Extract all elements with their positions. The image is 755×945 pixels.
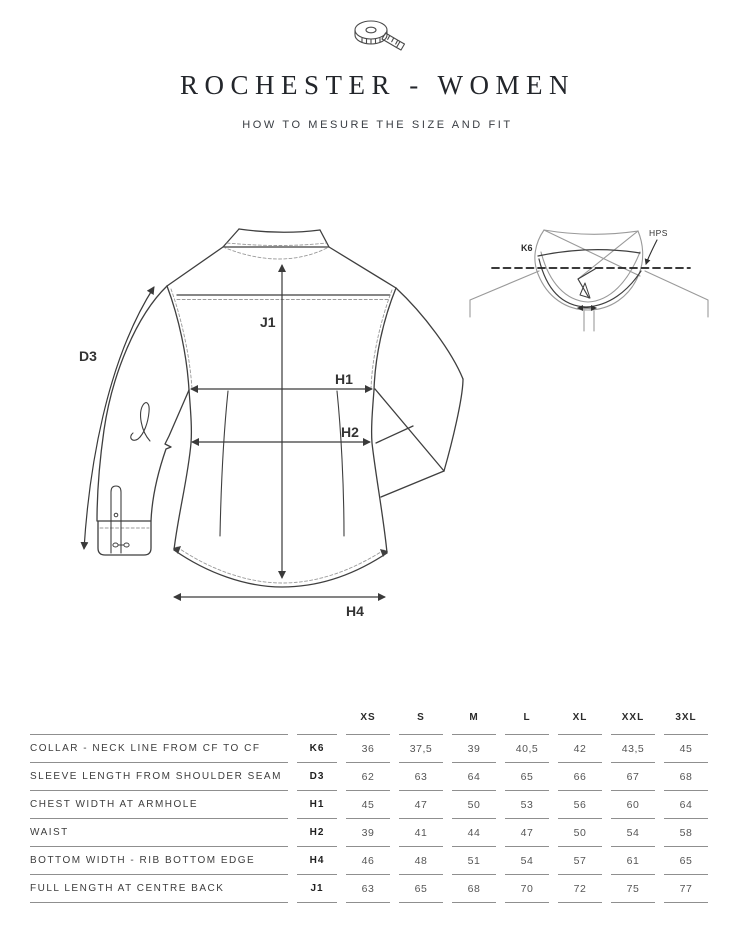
measurement-value: 65 [399,875,443,903]
measurement-value: 70 [505,875,549,903]
size-column-header: 3XL [664,701,708,735]
size-column-header: XL [558,701,602,735]
measurement-value: 57 [558,847,602,875]
measure-label-h1: H1 [335,371,353,387]
measurement-label: CHEST WIDTH AT ARMHOLE [30,791,288,819]
measurement-value: 60 [611,791,655,819]
measurement-value: 36 [346,735,390,763]
measurement-code: H2 [297,819,337,847]
measurement-value: 65 [505,763,549,791]
collar-detail-drawing [470,230,708,331]
measurement-label: WAIST [30,819,288,847]
measurement-label: COLLAR - NECK LINE FROM CF TO CF [30,735,288,763]
size-column-header: XXL [611,701,655,735]
measurement-value: 37,5 [399,735,443,763]
hps-pointer-arrow [646,240,657,264]
measurement-value: 54 [505,847,549,875]
measurement-label: BOTTOM WIDTH - RIB BOTTOM EDGE [30,847,288,875]
measurement-row [30,763,708,791]
measurement-row [30,819,708,847]
measurement-value: 47 [505,819,549,847]
measurement-value: 47 [399,791,443,819]
measurement-value: 58 [664,819,708,847]
arrow-d3 [84,287,154,549]
measurement-row [30,847,708,875]
measure-label-j1: J1 [260,314,276,330]
measurement-value: 44 [452,819,496,847]
size-table-body [30,735,708,903]
measurement-value: 42 [558,735,602,763]
measurement-row [30,875,708,903]
measurement-value: 41 [399,819,443,847]
measurement-value: 72 [558,875,602,903]
measuring-tape-icon [355,21,405,50]
measurement-code: H4 [297,847,337,875]
measurement-arrows [84,265,385,597]
measurement-value: 50 [452,791,496,819]
measure-label-h2: H2 [341,424,359,440]
measurement-value: 68 [664,763,708,791]
page-subtitle: HOW TO MESURE THE SIZE AND FIT [242,119,513,131]
measurement-label: SLEEVE LENGTH FROM SHOULDER SEAM [30,763,288,791]
measurement-value: 48 [399,847,443,875]
shirt-back-drawing [97,229,463,587]
measurement-value: 64 [664,791,708,819]
measurement-value: 75 [611,875,655,903]
page-title: ROCHESTER - WOMEN [179,70,575,100]
measure-label-hps: HPS [649,228,668,238]
measurement-value: 46 [346,847,390,875]
measurement-value: 39 [346,819,390,847]
measure-label-h4: H4 [346,603,364,619]
size-column-header: S [399,701,443,735]
code-header-spacer [297,701,337,735]
measurement-label: FULL LENGTH AT CENTRE BACK [30,875,288,903]
measurement-code: J1 [297,875,337,903]
measurement-value: 53 [505,791,549,819]
measurement-value: 45 [664,735,708,763]
measurement-value: 67 [611,763,655,791]
size-header-spacer [30,701,288,735]
size-table [21,701,717,903]
measurement-value: 68 [452,875,496,903]
measurement-value: 39 [452,735,496,763]
measure-label-k6: K6 [521,243,533,253]
measurement-value: 54 [611,819,655,847]
measurement-value: 56 [558,791,602,819]
measurement-row [30,735,708,763]
measurement-value: 40,5 [505,735,549,763]
measurement-code: D3 [297,763,337,791]
measurement-value: 64 [452,763,496,791]
measure-label-d3: D3 [79,348,97,364]
measurement-value: 45 [346,791,390,819]
measurement-value: 50 [558,819,602,847]
measurement-code: K6 [297,735,337,763]
measurement-code: H1 [297,791,337,819]
measurement-value: 43,5 [611,735,655,763]
measurement-value: 63 [346,875,390,903]
measurement-value: 61 [611,847,655,875]
size-column-header: M [452,701,496,735]
size-column-header: XS [346,701,390,735]
measurement-value: 65 [664,847,708,875]
measurement-row [30,791,708,819]
measurement-value: 77 [664,875,708,903]
measurement-value: 63 [399,763,443,791]
size-column-header: L [505,701,549,735]
size-header-row [30,701,708,735]
measurement-value: 66 [558,763,602,791]
measurement-value: 51 [452,847,496,875]
measurement-value: 62 [346,763,390,791]
